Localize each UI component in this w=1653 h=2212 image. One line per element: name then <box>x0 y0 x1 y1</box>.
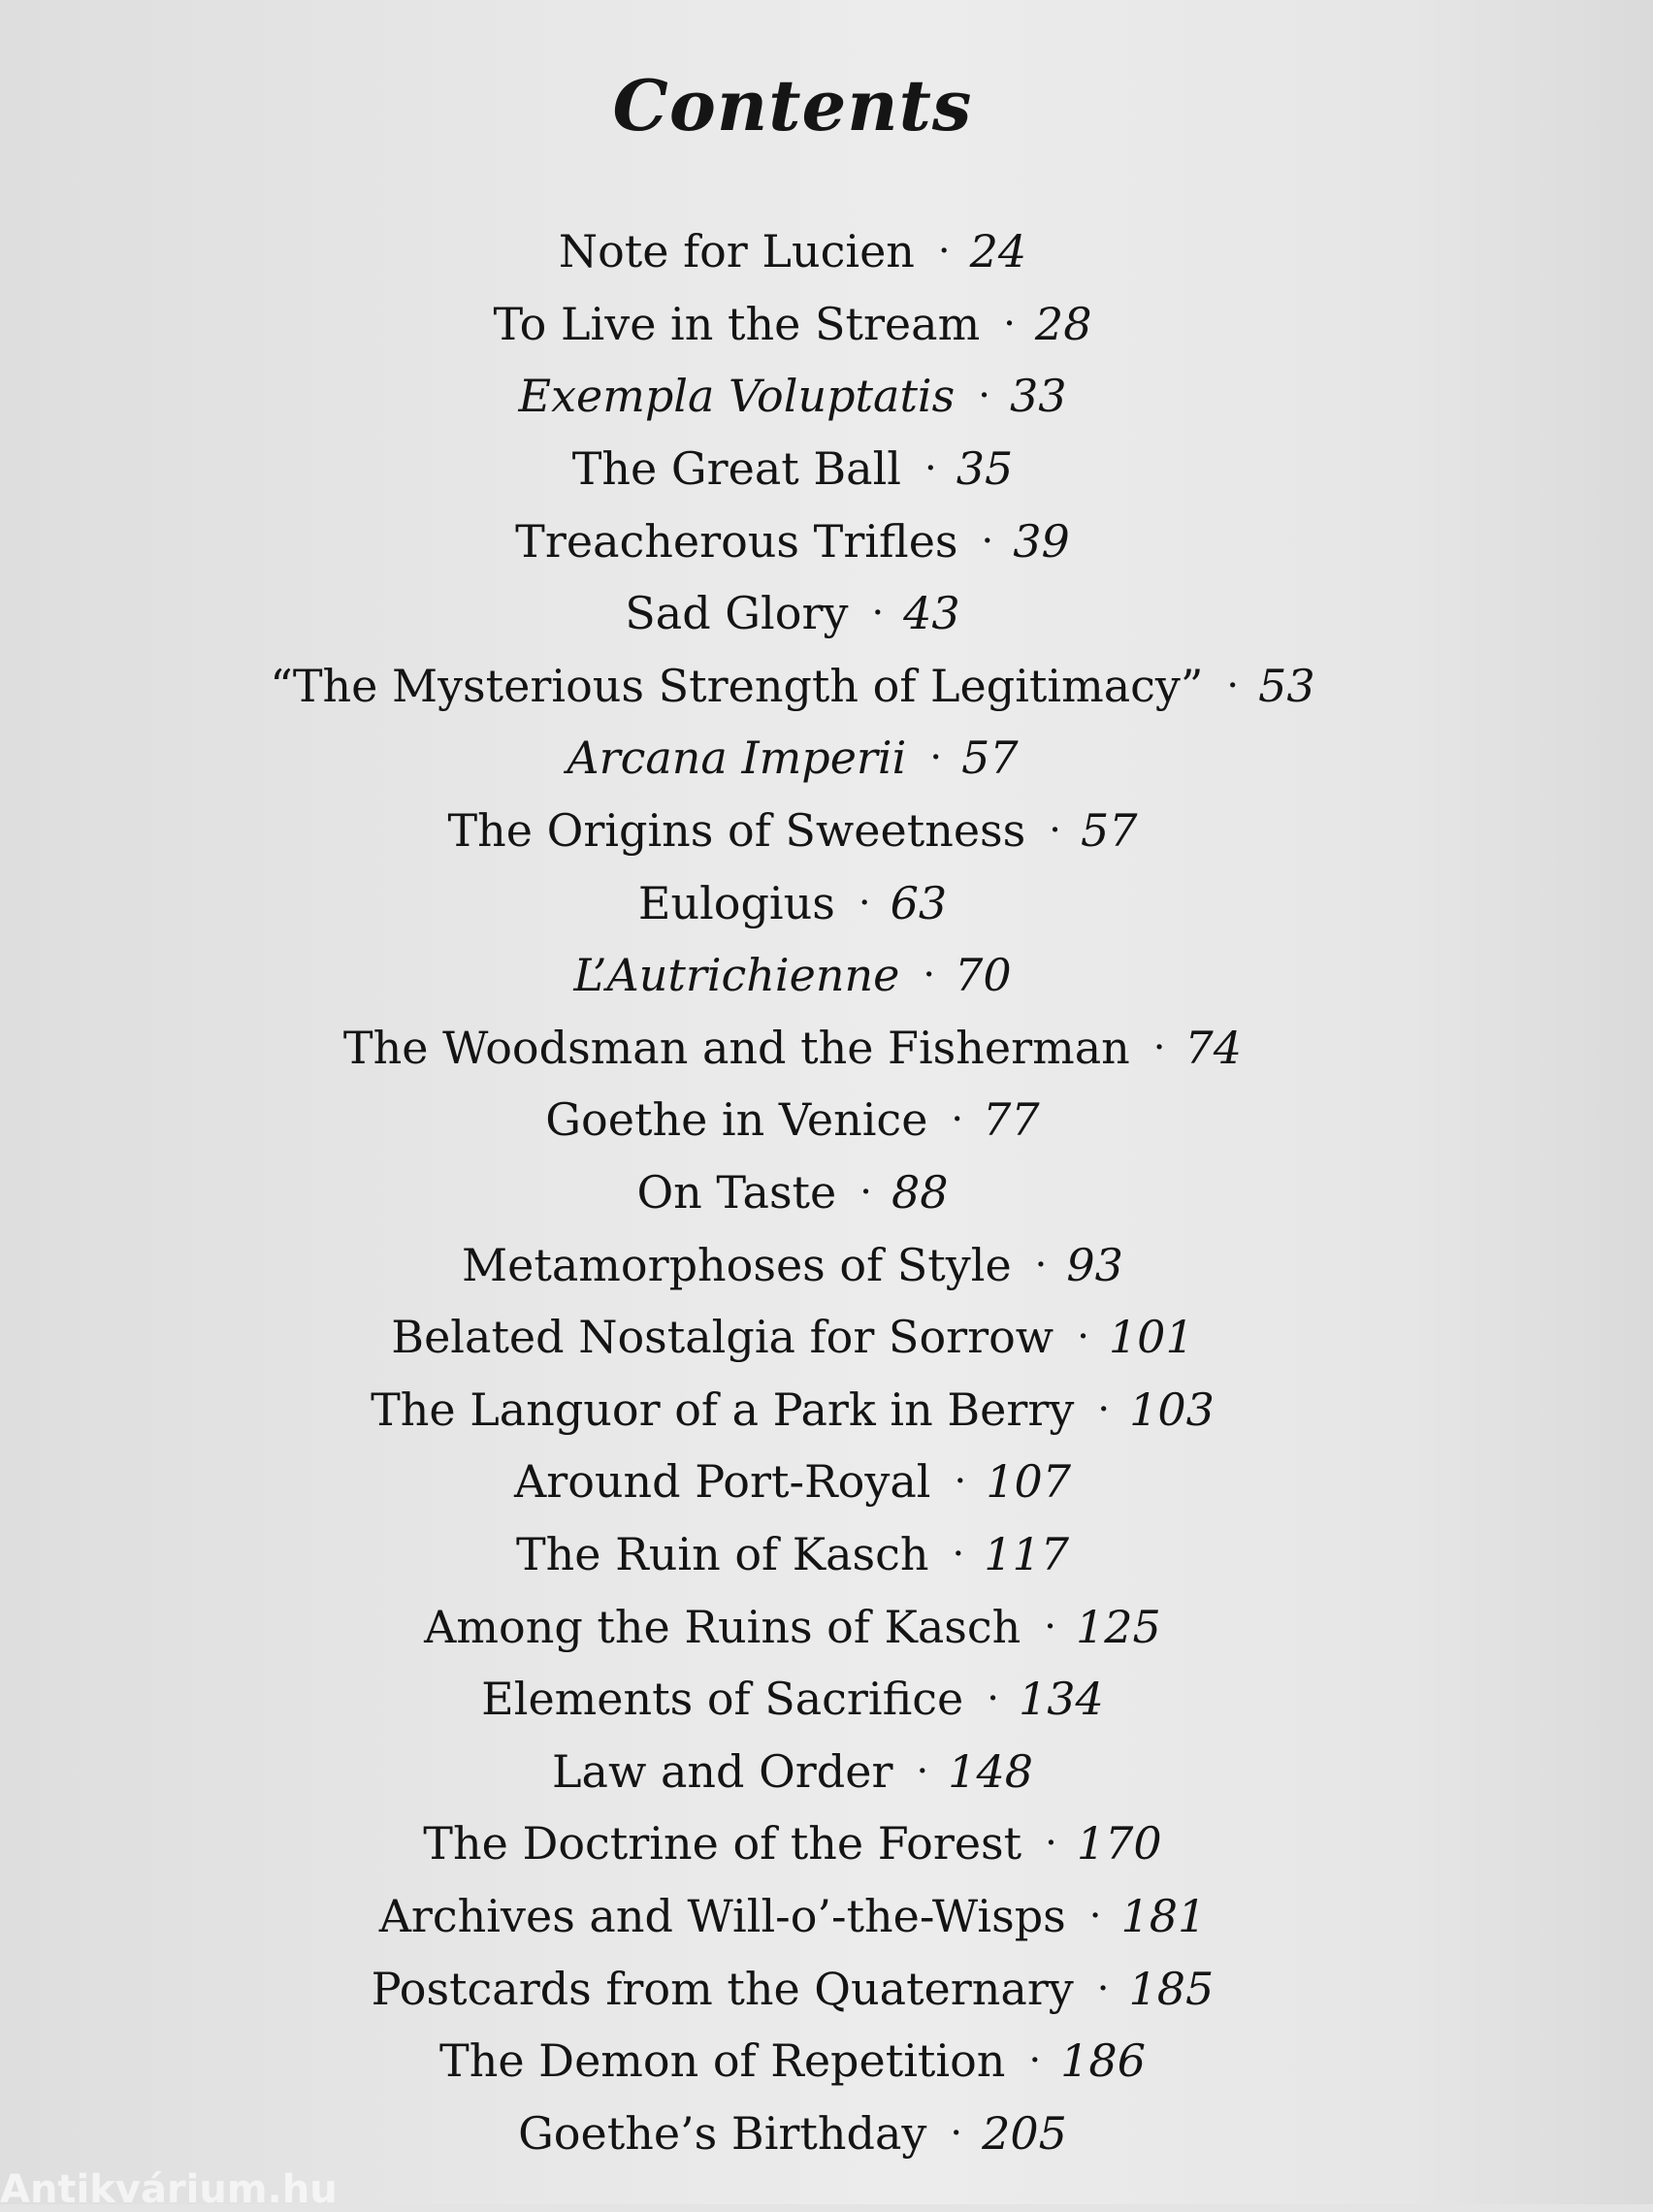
toc-entry-separator: · <box>952 1531 965 1577</box>
toc-entry <box>0 1663 1585 1736</box>
toc-entry-separator: · <box>1077 1315 1089 1360</box>
toc-entry-page-number: 74 <box>1184 1021 1243 1074</box>
toc-entry <box>0 1301 1585 1374</box>
toc-entry <box>0 577 1585 650</box>
toc-entry-page-number: 63 <box>890 876 948 929</box>
toc-entry-separator: · <box>916 1748 929 1794</box>
toc-entry-separator: · <box>1152 1025 1166 1070</box>
toc-entry <box>0 215 1585 288</box>
toc-entry <box>0 1735 1585 1807</box>
toc-entry <box>0 2097 1585 2169</box>
toc-entry <box>0 1807 1585 1880</box>
toc-entry-title: Goethe in Venice <box>545 1093 928 1147</box>
toc-entry-page-number: 57 <box>1080 804 1138 858</box>
toc-entry <box>0 1518 1585 1591</box>
toc-entry <box>0 1446 1585 1518</box>
toc-entry-separator: · <box>987 1676 999 1722</box>
toc-entry-page-number: 35 <box>956 442 1014 496</box>
toc-entry-title: Postcards from the Quaternary <box>371 1962 1074 2015</box>
toc-entry-separator: · <box>981 518 994 564</box>
toc-entry-title: The Ruin of Kasch <box>515 1527 929 1580</box>
toc-entry-separator: · <box>1049 808 1061 854</box>
toc-entry <box>0 795 1585 867</box>
toc-entry <box>0 1374 1585 1447</box>
toc-entry-page-number: 24 <box>969 225 1027 278</box>
watermark-text: Antikvárium.hu <box>0 2167 338 2212</box>
toc-entry-title: On Taste <box>636 1166 837 1220</box>
toc-entry <box>0 360 1585 433</box>
toc-entry-separator: · <box>1028 2038 1042 2084</box>
toc-entry-page-number: 57 <box>961 732 1019 785</box>
toc-entry-page-number: 181 <box>1120 1889 1207 1942</box>
toc-entry-title: Around Port-Royal <box>513 1455 931 1509</box>
toc-entry-page-number: 101 <box>1108 1311 1194 1364</box>
page-title: Contents <box>612 64 973 147</box>
toc-entry-title: “The Mysterious Strength of Legitimacy” <box>270 659 1204 712</box>
toc-entry <box>0 504 1585 577</box>
toc-entry-separator: · <box>923 953 936 998</box>
toc-entry-title: To Live in the Stream <box>493 297 981 350</box>
toc-entry-separator: · <box>978 374 990 419</box>
toc-entry-separator: · <box>871 591 885 636</box>
toc-entry-title: Goethe’s Birthday <box>518 2106 927 2160</box>
toc-entry-title: Exempla Voluptatis <box>518 370 956 423</box>
toc-entry-page-number: 43 <box>903 587 960 640</box>
toc-entry-page-number: 186 <box>1060 2034 1146 2088</box>
toc-entry-title: Belated Nostalgia for Sorrow <box>391 1311 1054 1364</box>
toc-entry-title: Sad Glory <box>625 587 849 640</box>
toc-entry-separator: · <box>859 1170 872 1216</box>
toc-entry <box>0 1012 1585 1085</box>
toc-entry-page-number: 185 <box>1128 1962 1215 2015</box>
toc-entry-page-number: 125 <box>1076 1600 1161 1653</box>
toc-entry <box>0 1880 1585 1953</box>
toc-entry-page-number: 170 <box>1076 1817 1162 1870</box>
toc-entry-separator: · <box>1003 301 1016 346</box>
toc-entry-separator: · <box>1097 1386 1111 1432</box>
toc-entry-separator: · <box>858 880 871 926</box>
toc-entry-page-number: 88 <box>891 1166 949 1220</box>
toc-entry <box>0 1228 1585 1301</box>
toc-entry-page-number: 28 <box>1034 297 1092 350</box>
toc-entry-page-number: 103 <box>1129 1382 1215 1436</box>
toc-entry-title: Metamorphoses of Style <box>462 1238 1012 1291</box>
toc-entry <box>0 650 1585 723</box>
toc-entry <box>0 722 1585 795</box>
toc-entry-title: Note for Lucien <box>558 225 915 278</box>
toc-entry-separator: · <box>1096 1966 1110 2011</box>
toc-entry-page-number: 53 <box>1258 659 1315 712</box>
toc-entry-title: Eulogius <box>637 876 835 929</box>
toc-entry <box>0 1084 1585 1156</box>
toc-entry <box>0 866 1585 939</box>
toc-entry-title: Law and Order <box>552 1744 893 1798</box>
toc-entry-separator: · <box>950 2110 963 2156</box>
toc-entry-separator: · <box>1044 1604 1057 1649</box>
toc-entry-page-number: 134 <box>1019 1673 1104 1726</box>
toc-entry-title: The Woodsman and the Fisherman <box>342 1021 1130 1074</box>
table-of-contents <box>0 215 1585 2169</box>
toc-entry <box>0 1156 1585 1229</box>
toc-entry-separator: · <box>1034 1242 1048 1287</box>
toc-entry-title: Elements of Sacrifice <box>481 1673 964 1726</box>
toc-entry-separator: · <box>1088 1893 1102 1938</box>
toc-entry-title: The Origins of Sweetness <box>447 804 1026 858</box>
toc-entry-title: The Doctrine of the Forest <box>423 1817 1022 1870</box>
toc-entry-title: Among the Ruins of Kasch <box>424 1600 1021 1653</box>
toc-entry-separator: · <box>1226 663 1240 708</box>
toc-entry-page-number: 33 <box>1009 370 1067 423</box>
toc-entry <box>0 1590 1585 1663</box>
toc-entry-page-number: 205 <box>982 2106 1067 2160</box>
toc-entry-page-number: 93 <box>1066 1238 1123 1291</box>
toc-entry-title: Archives and Will-o’-the-Wisps <box>378 1889 1066 1942</box>
toc-entry-separator: · <box>929 735 943 781</box>
toc-entry-separator: · <box>1045 1821 1057 1867</box>
toc-entry-title: The Great Ball <box>571 442 902 496</box>
toc-entry <box>0 1952 1585 2025</box>
toc-entry-separator: · <box>954 1459 967 1505</box>
toc-entry-page-number: 39 <box>1013 514 1070 568</box>
toc-entry-page-number: 107 <box>986 1455 1071 1509</box>
toc-entry-separator: · <box>924 446 937 492</box>
toc-entry <box>0 939 1585 1012</box>
toc-entry-separator: · <box>951 1097 964 1143</box>
toc-entry <box>0 2025 1585 2098</box>
toc-entry-title: The Languor of a Park in Berry <box>371 1382 1075 1436</box>
toc-entry <box>0 288 1585 361</box>
toc-entry <box>0 433 1585 505</box>
toc-entry-title: L’Autrichienne <box>573 949 900 1002</box>
toc-entry-page-number: 77 <box>983 1093 1040 1147</box>
toc-entry-separator: · <box>937 229 951 275</box>
toc-entry-page-number: 148 <box>948 1744 1033 1798</box>
toc-entry-title: Treacherous Trifles <box>515 514 958 568</box>
toc-entry-page-number: 70 <box>955 949 1012 1002</box>
toc-entry-title: The Demon of Repetition <box>439 2034 1006 2088</box>
toc-entry-title: Arcana Imperii <box>567 732 907 785</box>
toc-entry-page-number: 117 <box>984 1527 1070 1580</box>
